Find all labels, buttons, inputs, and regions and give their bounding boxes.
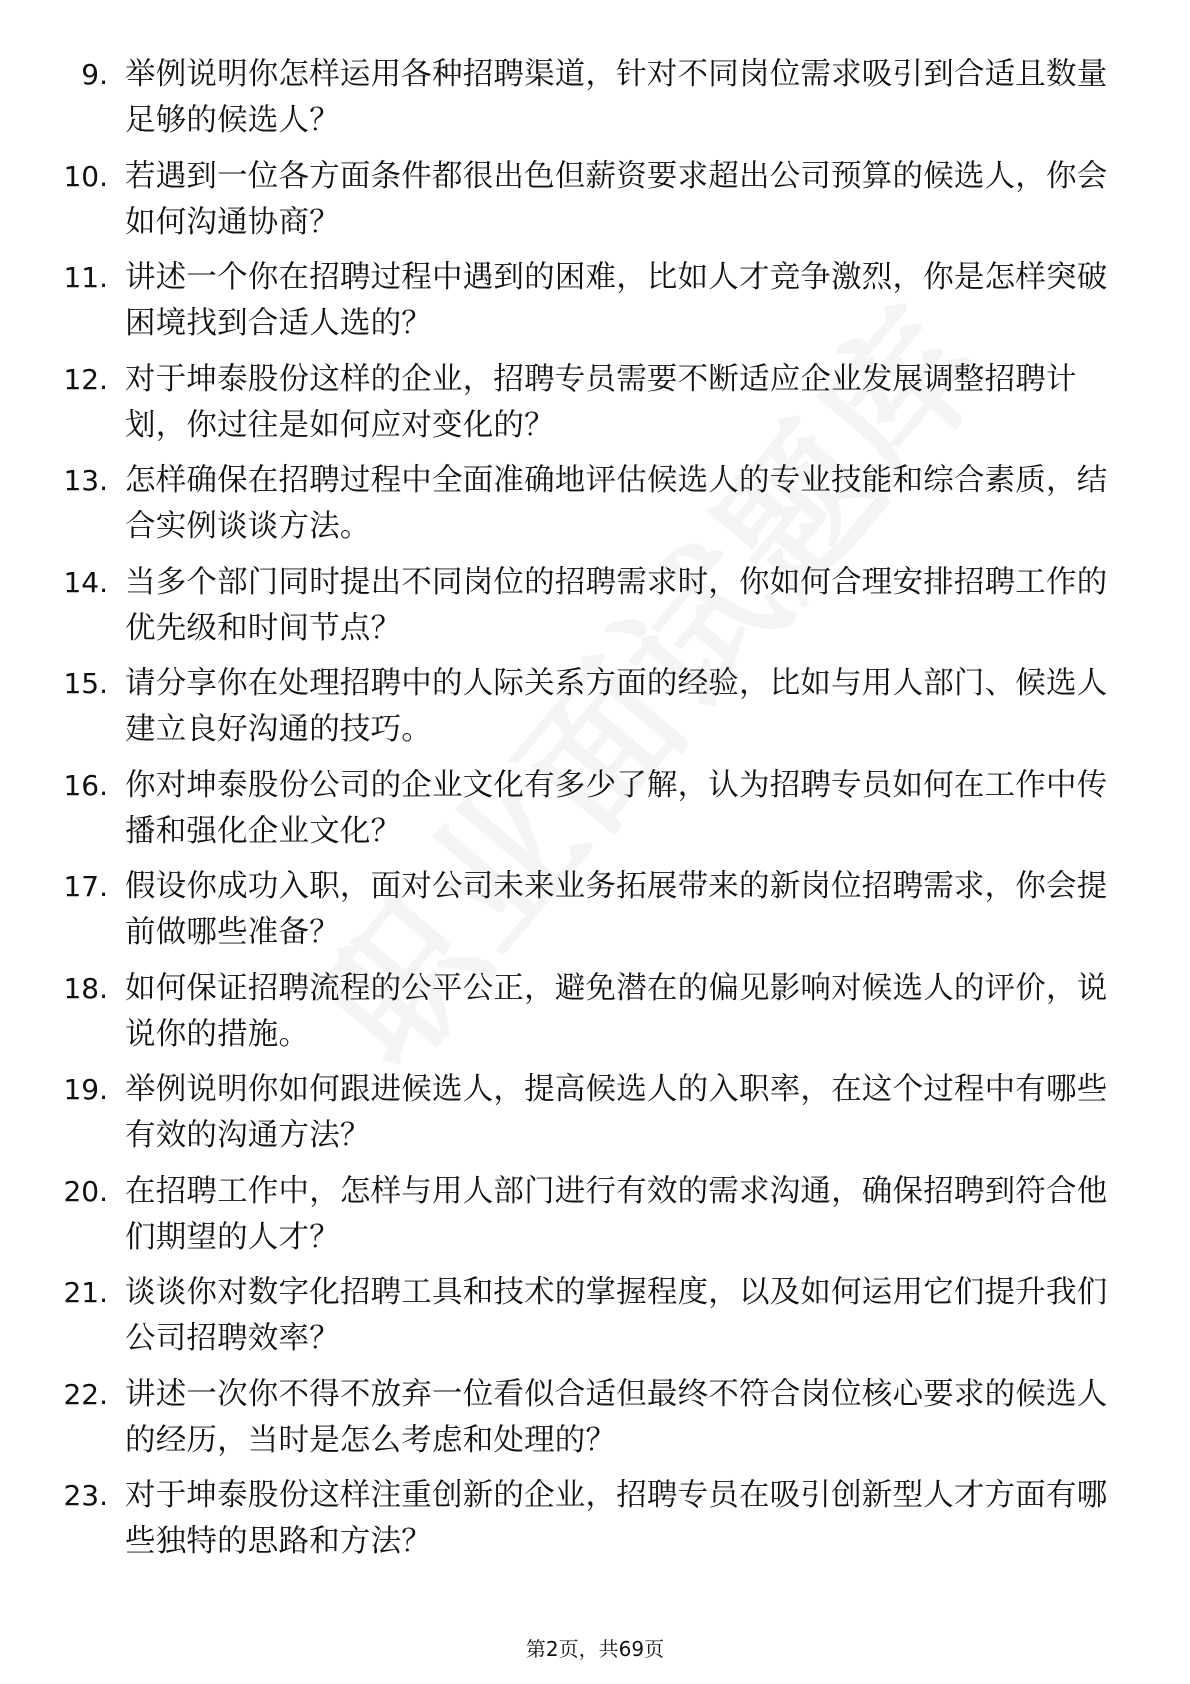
question-number: 20. (63, 1174, 108, 1208)
question-item-18 (0, 966, 1190, 1068)
question-text: 怎样确保在招聘过程中全面准确地评估候选人的专业技能和综合素质，结合实例谈谈方法。 (125, 463, 1108, 544)
question-item-20 (0, 1169, 1190, 1271)
question-number: 14. (63, 565, 108, 599)
question-text: 举例说明你怎样运用各种招聘渠道，针对不同岗位需求吸引到合适且数量足够的候选人？ (125, 57, 1108, 138)
question-item-21 (0, 1270, 1190, 1372)
question-item-9 (0, 52, 1190, 154)
question-item-14 (0, 560, 1190, 662)
question-text: 如何保证招聘流程的公平公正，避免潜在的偏见影响对候选人的评价，说说你的措施。 (125, 970, 1108, 1052)
question-item-12 (0, 357, 1190, 459)
question-text: 你对坤泰股份公司的企业文化有多少了解，认为招聘专员如何在工作中传播和强化企业文化？ (125, 767, 1108, 849)
question-number: 16. (63, 768, 108, 802)
question-number: 10. (63, 159, 108, 193)
question-number: 9. (81, 58, 108, 91)
question-text: 在招聘工作中，怎样与用人部门进行有效的需求沟通，确保招聘到符合他们期望的人才？ (125, 1173, 1108, 1255)
question-item-15 (0, 661, 1190, 763)
question-number: 15. (63, 667, 108, 700)
question-list (0, 52, 1190, 1575)
question-text: 请分享你在处理招聘中的人际关系方面的经验，比如与用人部门、候选人建立良好沟通的技巧。 (125, 666, 1108, 747)
question-number: 12. (63, 362, 108, 396)
question-text: 谈谈你对数字化招聘工具和技术的掌握程度，以及如何运用它们提升我们公司招聘效率？ (125, 1275, 1108, 1356)
question-number: 13. (63, 464, 108, 497)
question-number: 23. (63, 1479, 108, 1512)
question-number: 22. (63, 1377, 108, 1411)
question-text: 对于坤泰股份这样的企业，招聘专员需要不断适应企业发展调整招聘计划，你过往是如何应对变化的？ (125, 361, 1077, 443)
question-text: 讲述一个你在招聘过程中遇到的困难，比如人才竞争激烈，你是怎样突破困境找到合适人选的？ (125, 260, 1108, 341)
question-number: 19. (63, 1073, 108, 1106)
question-item-17 (0, 864, 1190, 966)
page-number: 第2页，共69页 (525, 1637, 665, 1661)
question-number: 11. (63, 261, 108, 294)
question-item-11 (0, 255, 1190, 357)
question-item-22 (0, 1372, 1190, 1474)
question-text: 假设你成功入职，面对公司未来业务拓展带来的新岗位招聘需求，你会提前做哪些准备？ (125, 869, 1108, 950)
question-number: 21. (63, 1276, 108, 1309)
question-item-19 (0, 1067, 1190, 1169)
question-number: 17. (63, 870, 108, 903)
question-text: 举例说明你如何跟进候选人，提高候选人的入职率，在这个过程中有哪些有效的沟通方法？ (125, 1072, 1108, 1153)
question-text: 对于坤泰股份这样注重创新的企业，招聘专员在吸引创新型人才方面有哪些独特的思路和方法？ (125, 1478, 1108, 1559)
question-text: 当多个部门同时提出不同岗位的招聘需求时，你如何合理安排招聘工作的优先级和时间节点？ (125, 564, 1108, 646)
question-item-16 (0, 763, 1190, 865)
question-text: 讲述一次你不得不放弃一位看似合适但最终不符合岗位核心要求的候选人的经历，当时是怎么考虑和处理的？ (125, 1376, 1108, 1458)
question-number: 18. (63, 971, 108, 1005)
question-item-13 (0, 458, 1190, 560)
question-item-10 (0, 154, 1190, 256)
question-item-23 (0, 1473, 1190, 1575)
question-text: 若遇到一位各方面条件都很出色但薪资要求超出公司预算的候选人，你会如何沟通协商？ (125, 158, 1108, 240)
